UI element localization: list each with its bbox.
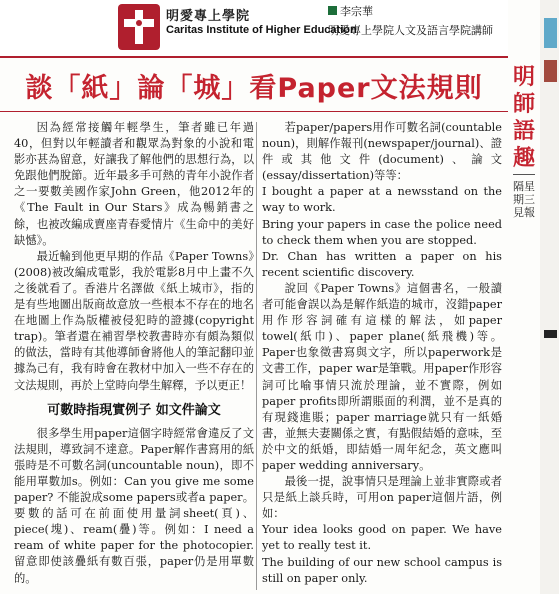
example-sentence: Your idea looks good on paper. We have yet to really test it. [262,523,502,553]
column-title-char: 明 [512,65,535,90]
adjacent-page-edge [540,0,559,594]
article-subheading: 可數時指現實例子 如文件論文 [47,402,221,418]
article-title: 談「紙」論「城」看Paper文法規則 [25,73,483,104]
caritas-logo [118,4,160,50]
adjacent-page-graphic [544,330,557,338]
org-name-english: Caritas Institute of Higher Education [166,24,357,36]
body-paragraph: 說回《Paper Towns》這個書名，一般讀者可能會誤以為是解作紙造的城市，沒錯paper用作形容詞確有這樣的解法，如paper towel(紙巾)、paper plane(紙飛機)等。Paper也象徵書寫與文字，所以paperwork是文書工作，paper war是筆戰。用paper作形容詞可比喻事情只流於理論，並不實際，例如paper profits即所謂賬面的利潤，並不是真的有現錢進賬；paper marriage就只有一紙婚書，並無夫妻關係之實，有點假結婚的意味，至於中文的紙婚，即結婚一周年紀念，英文應叫paper wedding anniversary。 [262,281,502,472]
body-paragraph: 若paper/papers用作可數名詞(countable noun)，則解作報刊(newspaper/journal)、證件或其他文件(document)、論文(essay/dissertation)等等： [262,121,502,183]
body-paragraph: 很多學生用paper這個字時經常會違反了文法規則，導致詞不達意。Paper解作書寫用的紙張時是不可數名詞(uncountable noun)，即不能用單數加s。例如：Can you give me some paper? 不能說成some papers或者a paper。要數的話可在前面使用量詞sheet(頁)、piece(塊)、ream(疊)等。例如：I need a ream of white paper for the photocopier. 留意即使該疊紙有數百張，paper仍是用單數的。 [14,426,254,585]
caritas-cross-icon [118,4,160,50]
body-paragraph: 最後一提，說事情只是理論上並非實際或者只是紙上談兵時，可用on paper這個片語，例如： [262,475,502,521]
author-square-icon [328,6,337,15]
example-sentence: Dr. Chan has written a paper on his recent scientific discovery. [262,249,502,279]
example-sentence: The building of our new school campus is still on paper only. [262,555,502,585]
column-title-char: 師 [512,92,535,117]
body-paragraph: 最近輪到他更早期的作品《Paper Towns》(2008)被改編成電影，我於電影8月中上畫不久之後就看了。香港片名譯做《紙上城市》，指的是有些地圖出版商故意放一些根本不存在的地名在地圖上作為版權被侵犯時的證據(copyright trap)。筆者還在補習學校教書時亦有頗為類似的做法，當時有其他導師會將他人的筆記翻印並據為己有，我有時會在教材中加入一些不存在的文法規則，再於上堂時向學生解釋，予以更正！ [14,249,254,392]
column-sidebar [510,58,538,594]
adjacent-page-graphic [544,18,557,48]
author-title: 明愛專上學院人文及語言學院講師 [328,24,493,37]
article-header [0,0,508,58]
sidebar-divider [513,174,535,175]
article-column-right [262,120,502,587]
author-name: 李宗華 [340,5,373,18]
column-title-char: 趣 [512,146,535,171]
publication-schedule: 隔星期三見報 [513,180,535,219]
column-title-char: 語 [512,119,535,144]
column-title [510,64,538,172]
adjacent-page-graphic [544,60,557,82]
column-divider [256,122,257,590]
body-paragraph: 因為經常接觸年輕學生，筆者雖已年過40，但對以年輕讀者和觀眾為對象的小說和電影亦甚為留意，好讓我了解他們的思想行為，以免跟他們脫節。近年最多手可熱的青年小說作者之一要數美國作家John Green，他2012年的《The Fault in Our Stars》成為暢銷書之餘，也被改編成賣座青春愛情片《生命中的美好缺憾》。 [14,121,254,247]
example-sentence: Bring your papers in case the police need to check them when you are stopped. [262,217,502,247]
title-band [0,58,508,112]
example-sentence: I bought a paper at a newsstand on the way to work. [262,185,502,215]
article-column-left [14,120,254,587]
org-name-chinese: 明愛專上學院 [166,9,251,24]
